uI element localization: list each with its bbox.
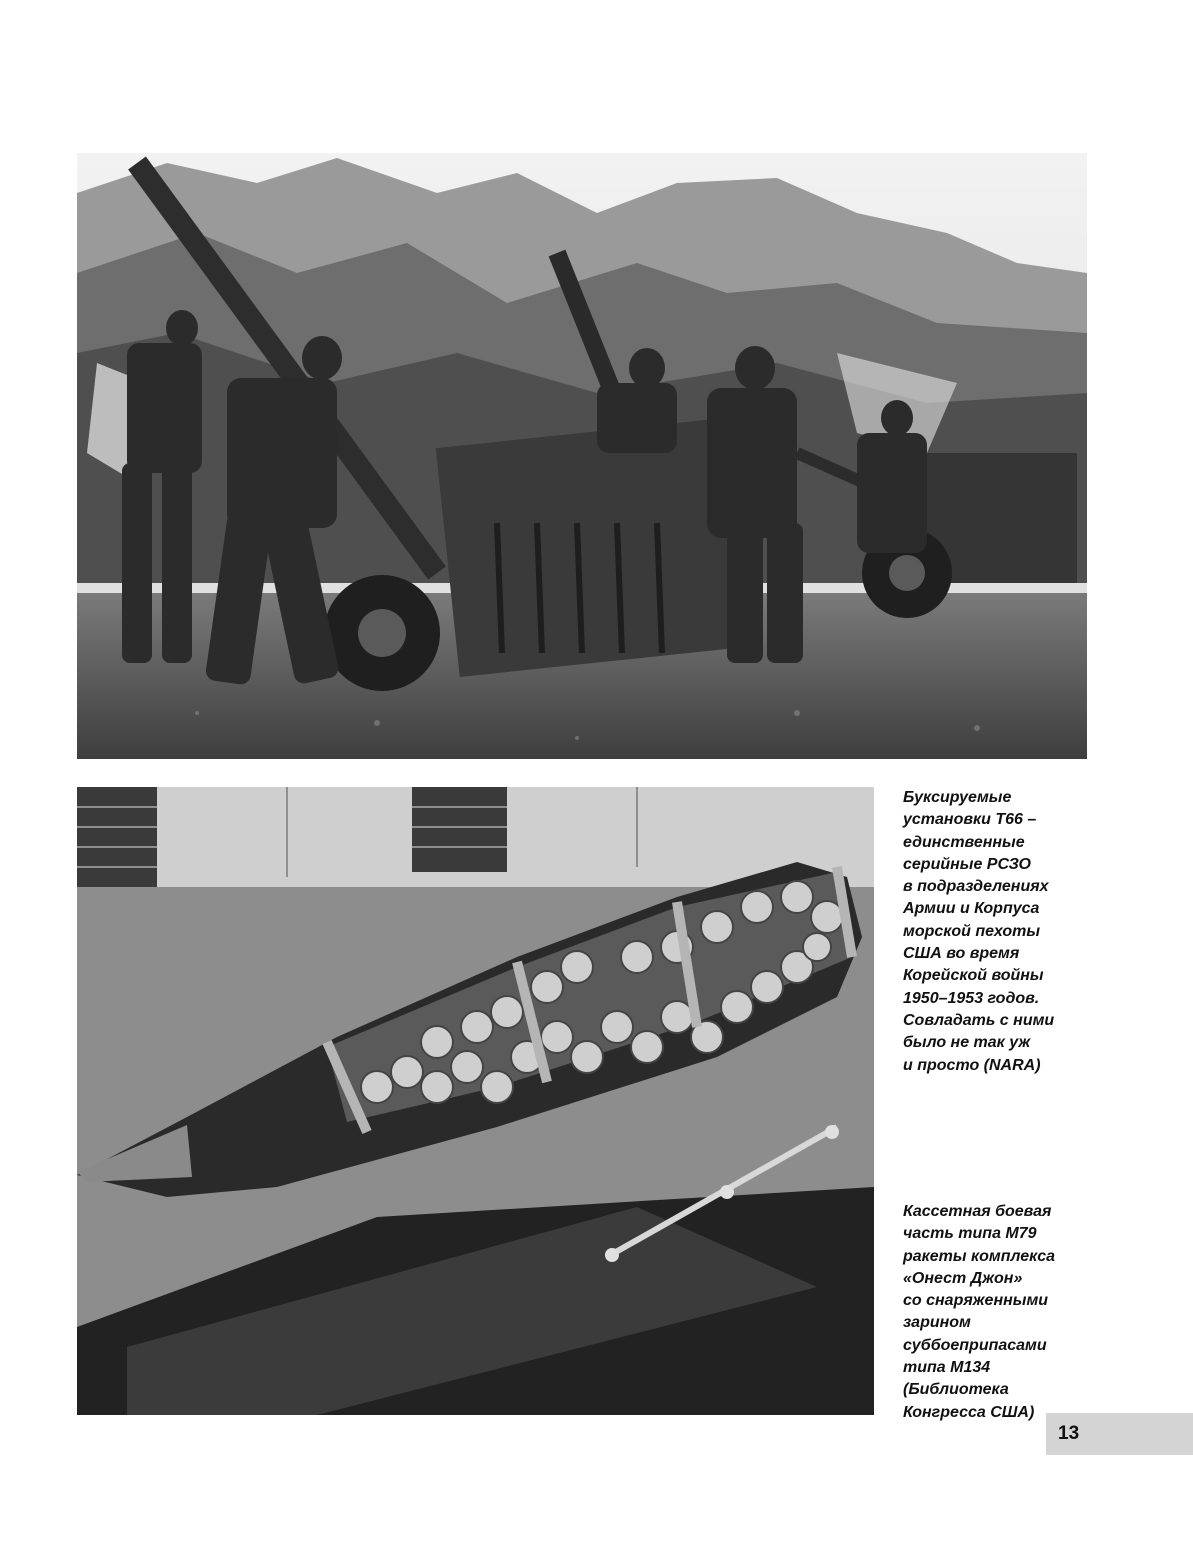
caption-line: США во время — [903, 945, 1020, 963]
caption-line: Корейской войны — [903, 967, 1044, 985]
photo-m79-warhead-image — [77, 787, 874, 1415]
caption-line: в подразделениях — [903, 878, 1049, 896]
caption-line: Буксируемые — [903, 789, 1012, 806]
caption-line: суббоеприпасами — [903, 1336, 1047, 1354]
photo-m79-warhead — [77, 787, 874, 1415]
caption-line: со снаряженными — [903, 1292, 1049, 1310]
caption-line: Конгресса США) — [903, 1403, 1035, 1421]
caption-line: ракеты комплекса — [903, 1247, 1056, 1265]
page-number: 13 — [1058, 1423, 1080, 1444]
caption-line: 1950–1953 годов. — [903, 989, 1040, 1007]
caption-line: Армии и Корпуса — [903, 900, 1040, 918]
page-number-tab — [1046, 1413, 1193, 1455]
caption-line: (Библиотека — [903, 1381, 1009, 1399]
caption-line: установки Т66 – — [903, 811, 1037, 829]
caption-line: единственные — [903, 833, 1025, 851]
caption-line: часть типа M79 — [903, 1225, 1037, 1243]
caption-line: типа M134 — [903, 1359, 991, 1377]
caption-m79-warhead — [903, 1201, 1078, 1424]
caption-line: морской пехоты — [903, 922, 1041, 940]
caption-line: зарином — [903, 1314, 971, 1332]
caption-t66-launchers — [903, 787, 1078, 1077]
caption-line: Совладать с ними — [903, 1011, 1055, 1029]
caption-line: «Онест Джон» — [903, 1269, 1023, 1287]
caption-line: серийные РСЗО — [903, 855, 1031, 873]
caption-line: и просто (NARA) — [903, 1056, 1041, 1074]
caption-line: было не так уж — [903, 1034, 1031, 1052]
caption-line: Кассетная боевая — [903, 1203, 1052, 1220]
photo-t66-launchers — [77, 153, 1087, 759]
photo-t66-launchers-image — [77, 153, 1087, 759]
